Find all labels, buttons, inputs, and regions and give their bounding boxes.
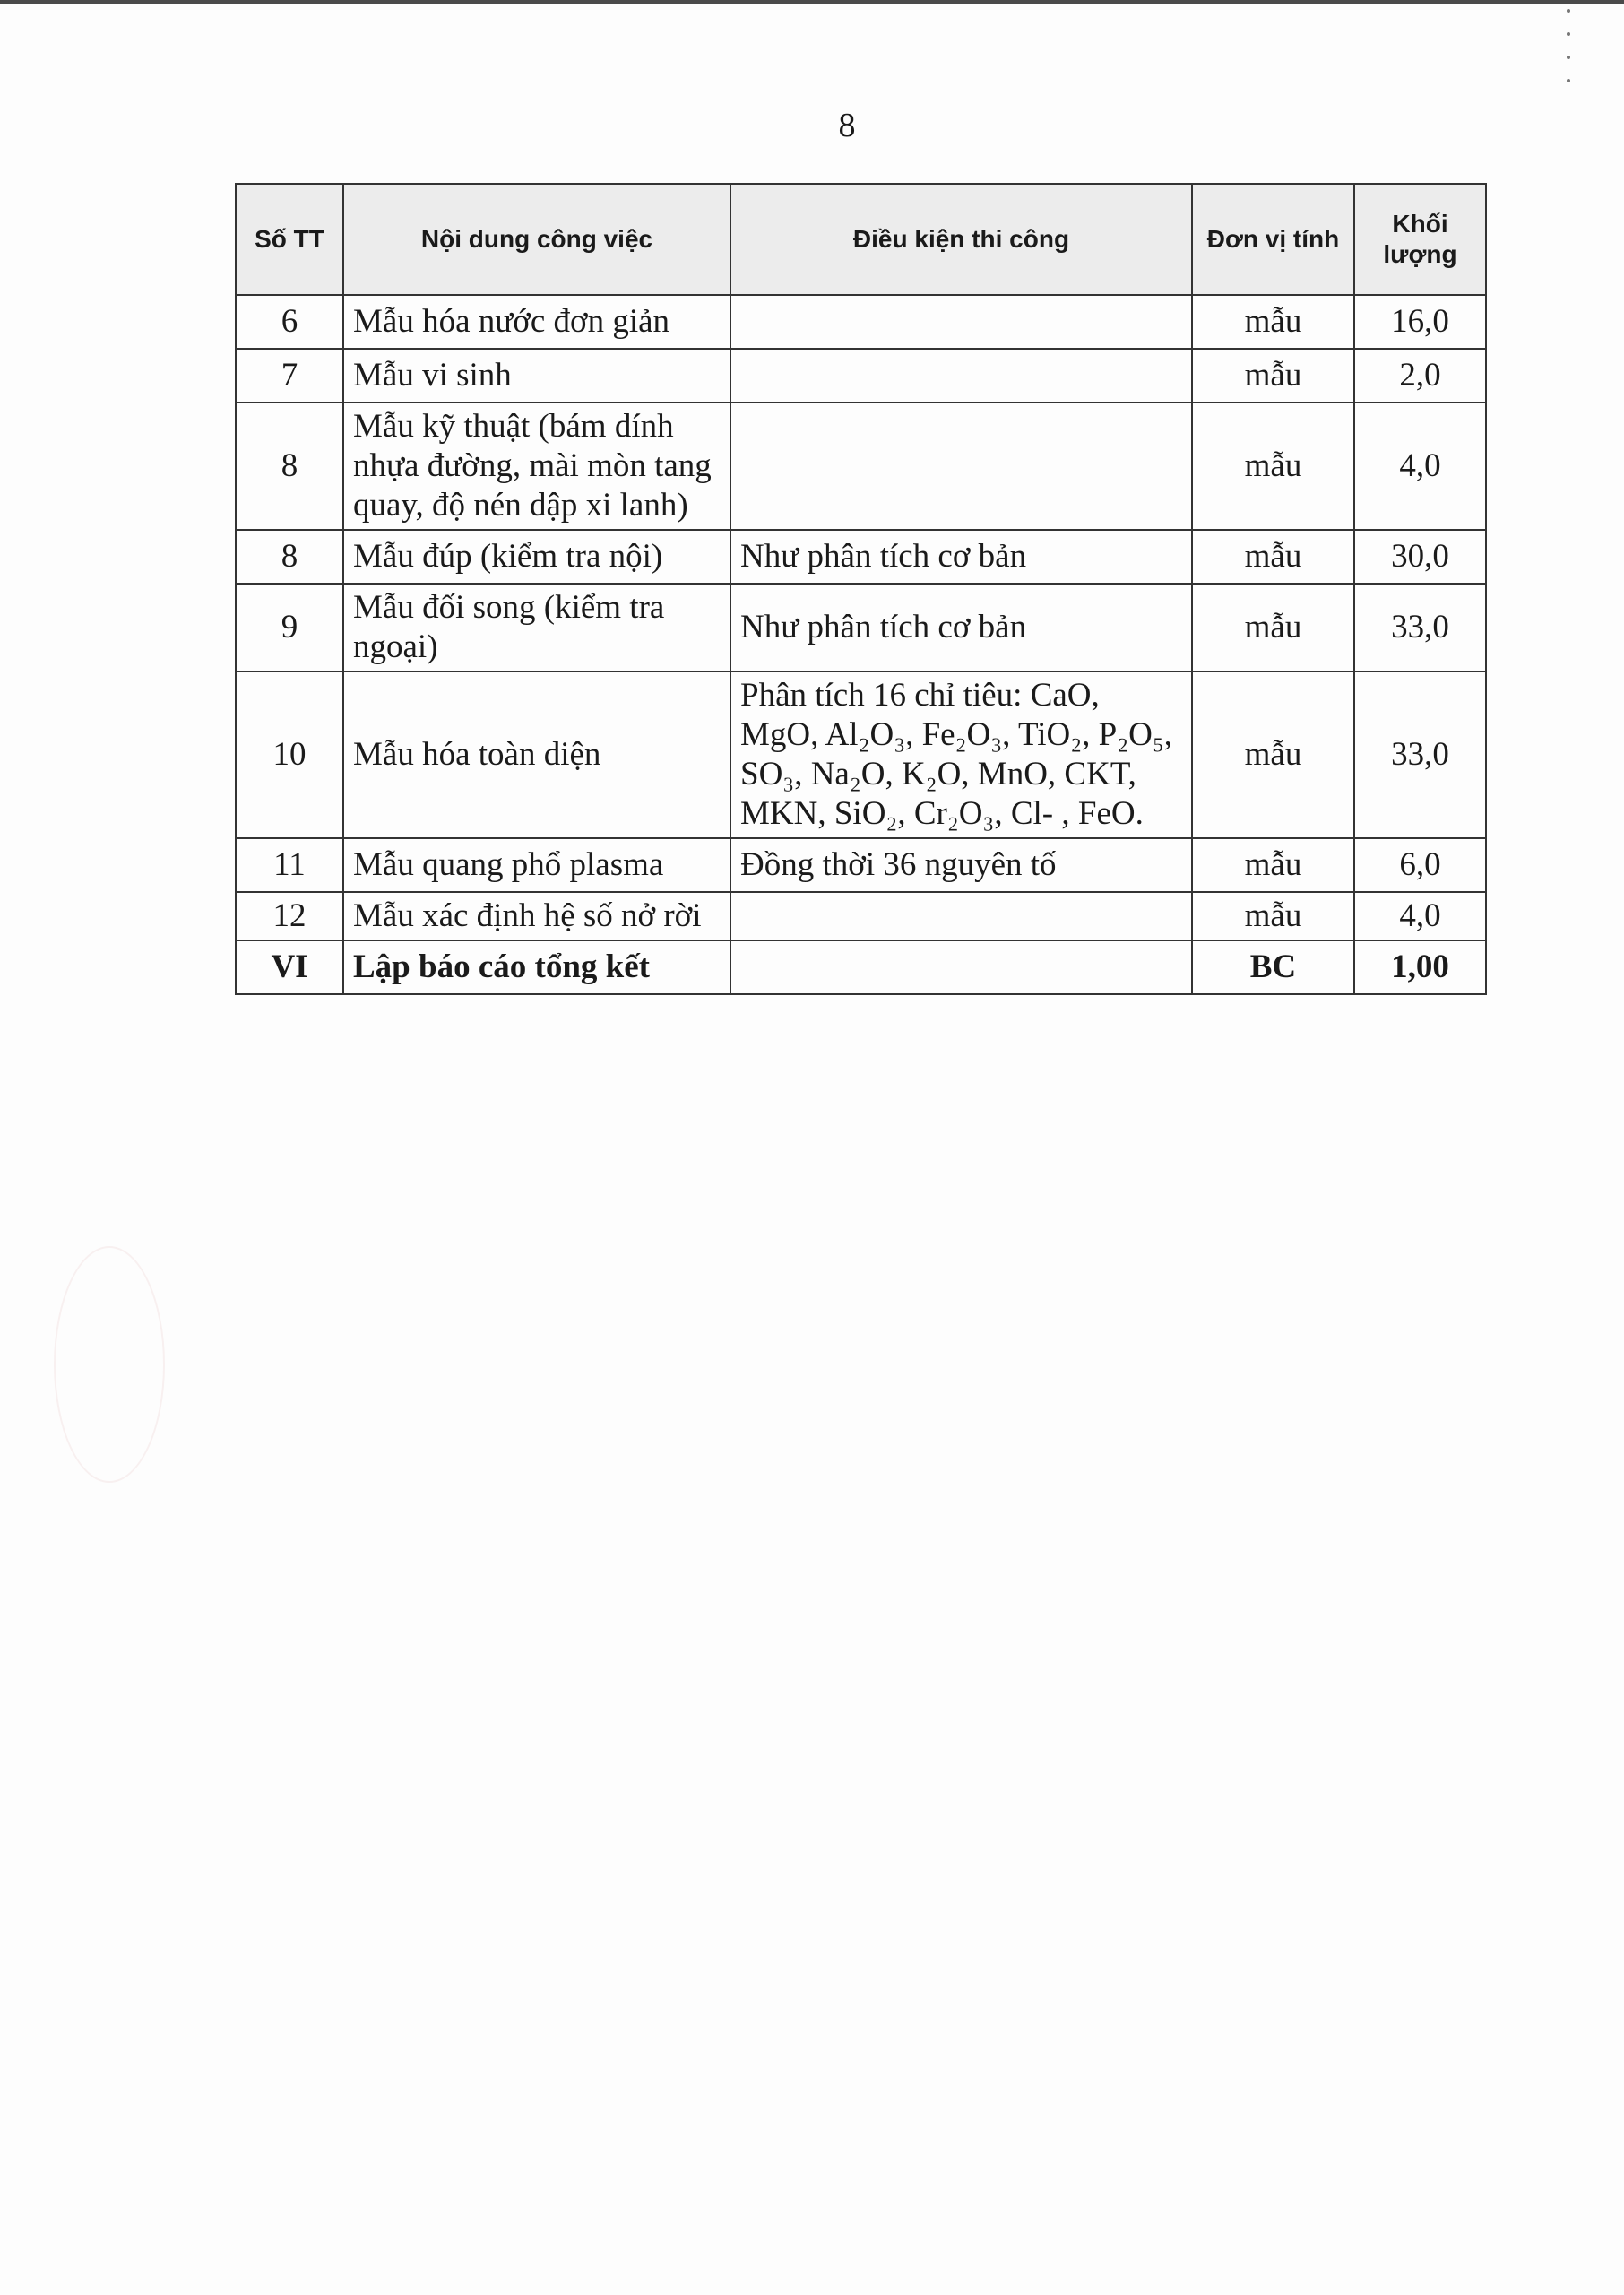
row-condition: Phân tích 16 chỉ tiêu: CaO, MgO, Al₂O₃, Fe₂O₃, TiO₂, P₂O₅, SO₃, Na₂O, K₂O, MnO, CKT, MKN, SiO₂, Cr₂O₃, Cl- , FeO.: [730, 671, 1192, 838]
row-unit: mẫu: [1192, 892, 1354, 940]
table-row: [236, 838, 1486, 892]
row-unit: mẫu: [1192, 349, 1354, 403]
faded-stamp: [54, 1246, 165, 1483]
row-task: Mẫu hóa nước đơn giản: [343, 295, 730, 349]
row-no: 8: [236, 530, 343, 584]
row-task: Mẫu kỹ thuật (bám dính nhựa đường, mài mòn tang quay, độ nén dập xi lanh): [343, 403, 730, 530]
scan-top-edge: [0, 0, 1624, 4]
row-condition: [730, 403, 1192, 530]
table-row: [236, 584, 1486, 671]
row-quantity: 33,0: [1354, 671, 1486, 838]
scan-artifact-dots: [1567, 9, 1572, 102]
row-task: Mẫu hóa toàn diện: [343, 671, 730, 838]
row-task: Mẫu vi sinh: [343, 349, 730, 403]
row-unit: mẫu: [1192, 403, 1354, 530]
header-no: Số TT: [236, 184, 343, 295]
table-row-section-total: [236, 940, 1486, 994]
row-no: 9: [236, 584, 343, 671]
row-condition: Đồng thời 36 nguyên tố: [730, 838, 1192, 892]
row-condition: [730, 892, 1192, 940]
header-task: Nội dung công việc: [343, 184, 730, 295]
row-unit: mẫu: [1192, 584, 1354, 671]
row-unit: mẫu: [1192, 295, 1354, 349]
table-row: [236, 671, 1486, 838]
row-condition: [730, 295, 1192, 349]
table-row: [236, 349, 1486, 403]
row-no: 10: [236, 671, 343, 838]
header-unit: Đơn vị tính: [1192, 184, 1354, 295]
row-quantity: 33,0: [1354, 584, 1486, 671]
row-unit: mẫu: [1192, 838, 1354, 892]
row-task: Mẫu đúp (kiểm tra nội): [343, 530, 730, 584]
row-no: 11: [236, 838, 343, 892]
row-unit: mẫu: [1192, 671, 1354, 838]
row-condition: Như phân tích cơ bản: [730, 584, 1192, 671]
row-quantity: 1,00: [1354, 940, 1486, 994]
row-no: 12: [236, 892, 343, 940]
row-no: 6: [236, 295, 343, 349]
table-row: [236, 892, 1486, 940]
row-no: VI: [236, 940, 343, 994]
row-quantity: 30,0: [1354, 530, 1486, 584]
row-condition: Như phân tích cơ bản: [730, 530, 1192, 584]
table-header-row: [236, 184, 1486, 295]
work-volume-table: [235, 183, 1487, 995]
header-condition: Điều kiện thi công: [730, 184, 1192, 295]
row-quantity: 4,0: [1354, 403, 1486, 530]
page-number: 8: [838, 107, 856, 144]
table-row: [236, 530, 1486, 584]
row-condition: [730, 940, 1192, 994]
row-quantity: 2,0: [1354, 349, 1486, 403]
row-task: Mẫu xác định hệ số nở rời: [343, 892, 730, 940]
row-unit: BC: [1192, 940, 1354, 994]
row-task: Mẫu đối song (kiểm tra ngoại): [343, 584, 730, 671]
row-no: 7: [236, 349, 343, 403]
row-unit: mẫu: [1192, 530, 1354, 584]
table-row: [236, 403, 1486, 530]
row-no: 8: [236, 403, 343, 530]
row-quantity: 6,0: [1354, 838, 1486, 892]
table-row: [236, 295, 1486, 349]
row-task: Lập báo cáo tổng kết: [343, 940, 730, 994]
row-quantity: 16,0: [1354, 295, 1486, 349]
row-task: Mẫu quang phổ plasma: [343, 838, 730, 892]
row-quantity: 4,0: [1354, 892, 1486, 940]
row-condition: [730, 349, 1192, 403]
header-quantity: Khối lượng: [1354, 184, 1486, 295]
